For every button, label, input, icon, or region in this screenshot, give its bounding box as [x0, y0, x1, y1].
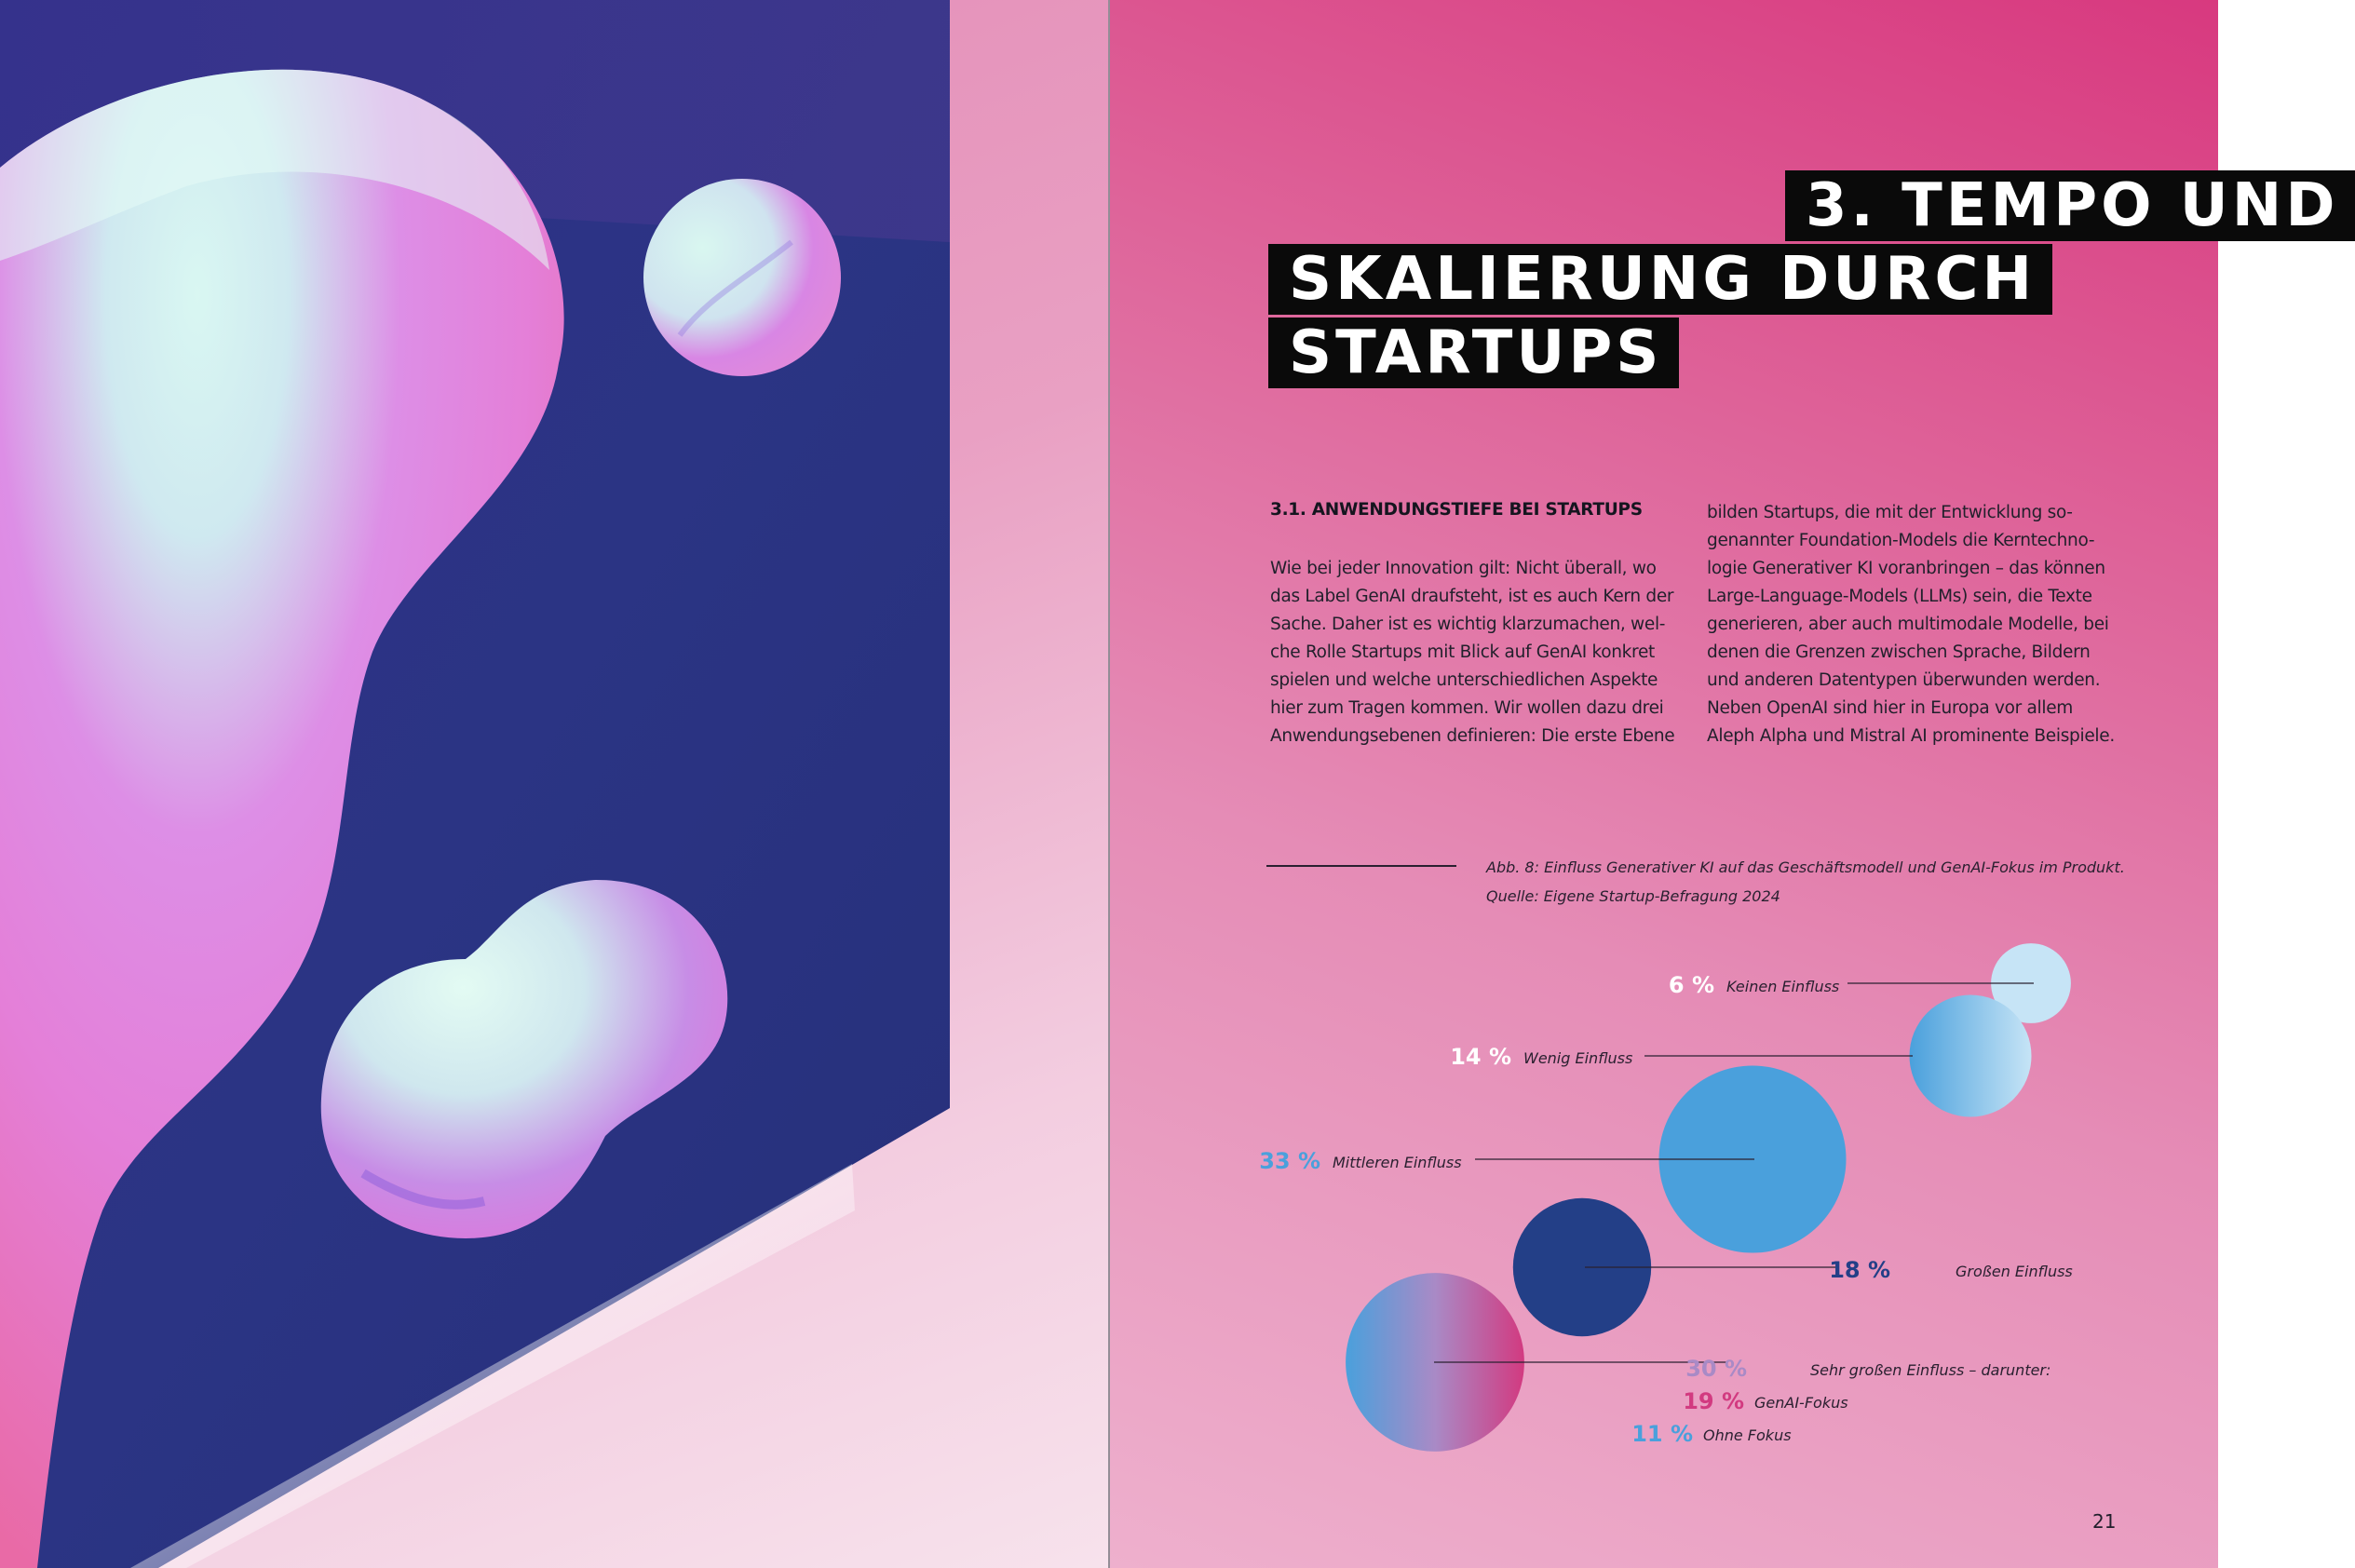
breakdown-label-0: GenAI-Fokus — [1754, 1394, 1848, 1412]
body-line: bilden Startups, die mit der Entwicklung so- — [1707, 503, 2073, 522]
breakdown-value-1: 11 % — [1631, 1421, 1693, 1447]
category-label-2: Mittleren Einfluss — [1333, 1154, 1462, 1171]
value-label-4: 30 % — [1685, 1356, 1747, 1382]
body-line: Neben OpenAI sind hier in Europa vor allem — [1707, 698, 2074, 718]
body-line: Large-Language-Models (LLMs) sein, die Texte — [1707, 587, 2092, 606]
value-label-2: 33 % — [1259, 1148, 1320, 1174]
body-line: und anderen Datentypen überwunden werden. — [1707, 670, 2101, 690]
left-page-illustration — [0, 0, 1108, 1568]
title-line-2: SKALIERUNG DURCH — [1268, 244, 2052, 315]
body-line: generieren, aber auch multimodale Modelle, bei — [1707, 615, 2109, 634]
body-line: che Rolle Startups mit Blick auf GenAI konkret — [1270, 642, 1655, 662]
body-line: genannter Foundation-Models die Kerntechno- — [1707, 531, 2095, 550]
body-line: spielen und welche unterschiedlichen Aspekte — [1270, 670, 1658, 690]
body-line: hier zum Tragen kommen. Wir wollen dazu drei — [1270, 698, 1664, 718]
body-line: Aleph Alpha und Mistral AI prominente Beispiele. — [1707, 726, 2115, 746]
value-label-3: 18 % — [1829, 1257, 1890, 1283]
category-label-1: Wenig Einfluss — [1523, 1049, 1633, 1067]
body-line: logie Generativer KI voranbringen – das können — [1707, 559, 2105, 578]
body-line: denen die Grenzen zwischen Sprache, Bildern — [1707, 642, 2091, 662]
body-line: Anwendungsebenen definieren: Die erste Ebene — [1270, 726, 1675, 746]
breakdown-label-1: Ohne Fokus — [1703, 1426, 1792, 1444]
breakdown-value-0: 19 % — [1683, 1388, 1744, 1414]
body-line: Sache. Daher ist es wichtig klarzumachen, wel- — [1270, 615, 1666, 634]
value-label-1: 14 % — [1450, 1044, 1511, 1070]
category-label-3: Großen Einfluss — [1956, 1263, 2073, 1280]
body-line: das Label GenAI draufsteht, ist es auch Kern der — [1270, 587, 1674, 606]
category-label-0: Keinen Einfluss — [1726, 978, 1840, 995]
abstract-3d-illustration — [0, 0, 1108, 1568]
section-subheading: 3.1. ANWENDUNGSTIEFE BEI STARTUPS — [1270, 500, 1643, 520]
bubble-chart — [1110, 0, 2218, 1568]
caption-source: Quelle: Eigene Startup-Befragung 2024 — [1486, 887, 1780, 905]
page-number: 21 — [2092, 1510, 2117, 1533]
bubble-1 — [1910, 995, 2032, 1117]
caption-title: Abb. 8: Einfluss Generativer KI auf das Geschäftsmodell und GenAI-Fokus im Produkt. — [1486, 858, 2125, 876]
value-label-0: 6 % — [1668, 972, 1714, 998]
title-line-1: 3. TEMPO UND — [1785, 170, 2355, 241]
right-page — [1110, 0, 2339, 1568]
body-line: Wie bei jeder Innovation gilt: Nicht überall, wo — [1270, 559, 1657, 578]
category-label-4: Sehr großen Einfluss – darunter: — [1810, 1361, 2051, 1379]
title-line-3: STARTUPS — [1268, 318, 1679, 388]
